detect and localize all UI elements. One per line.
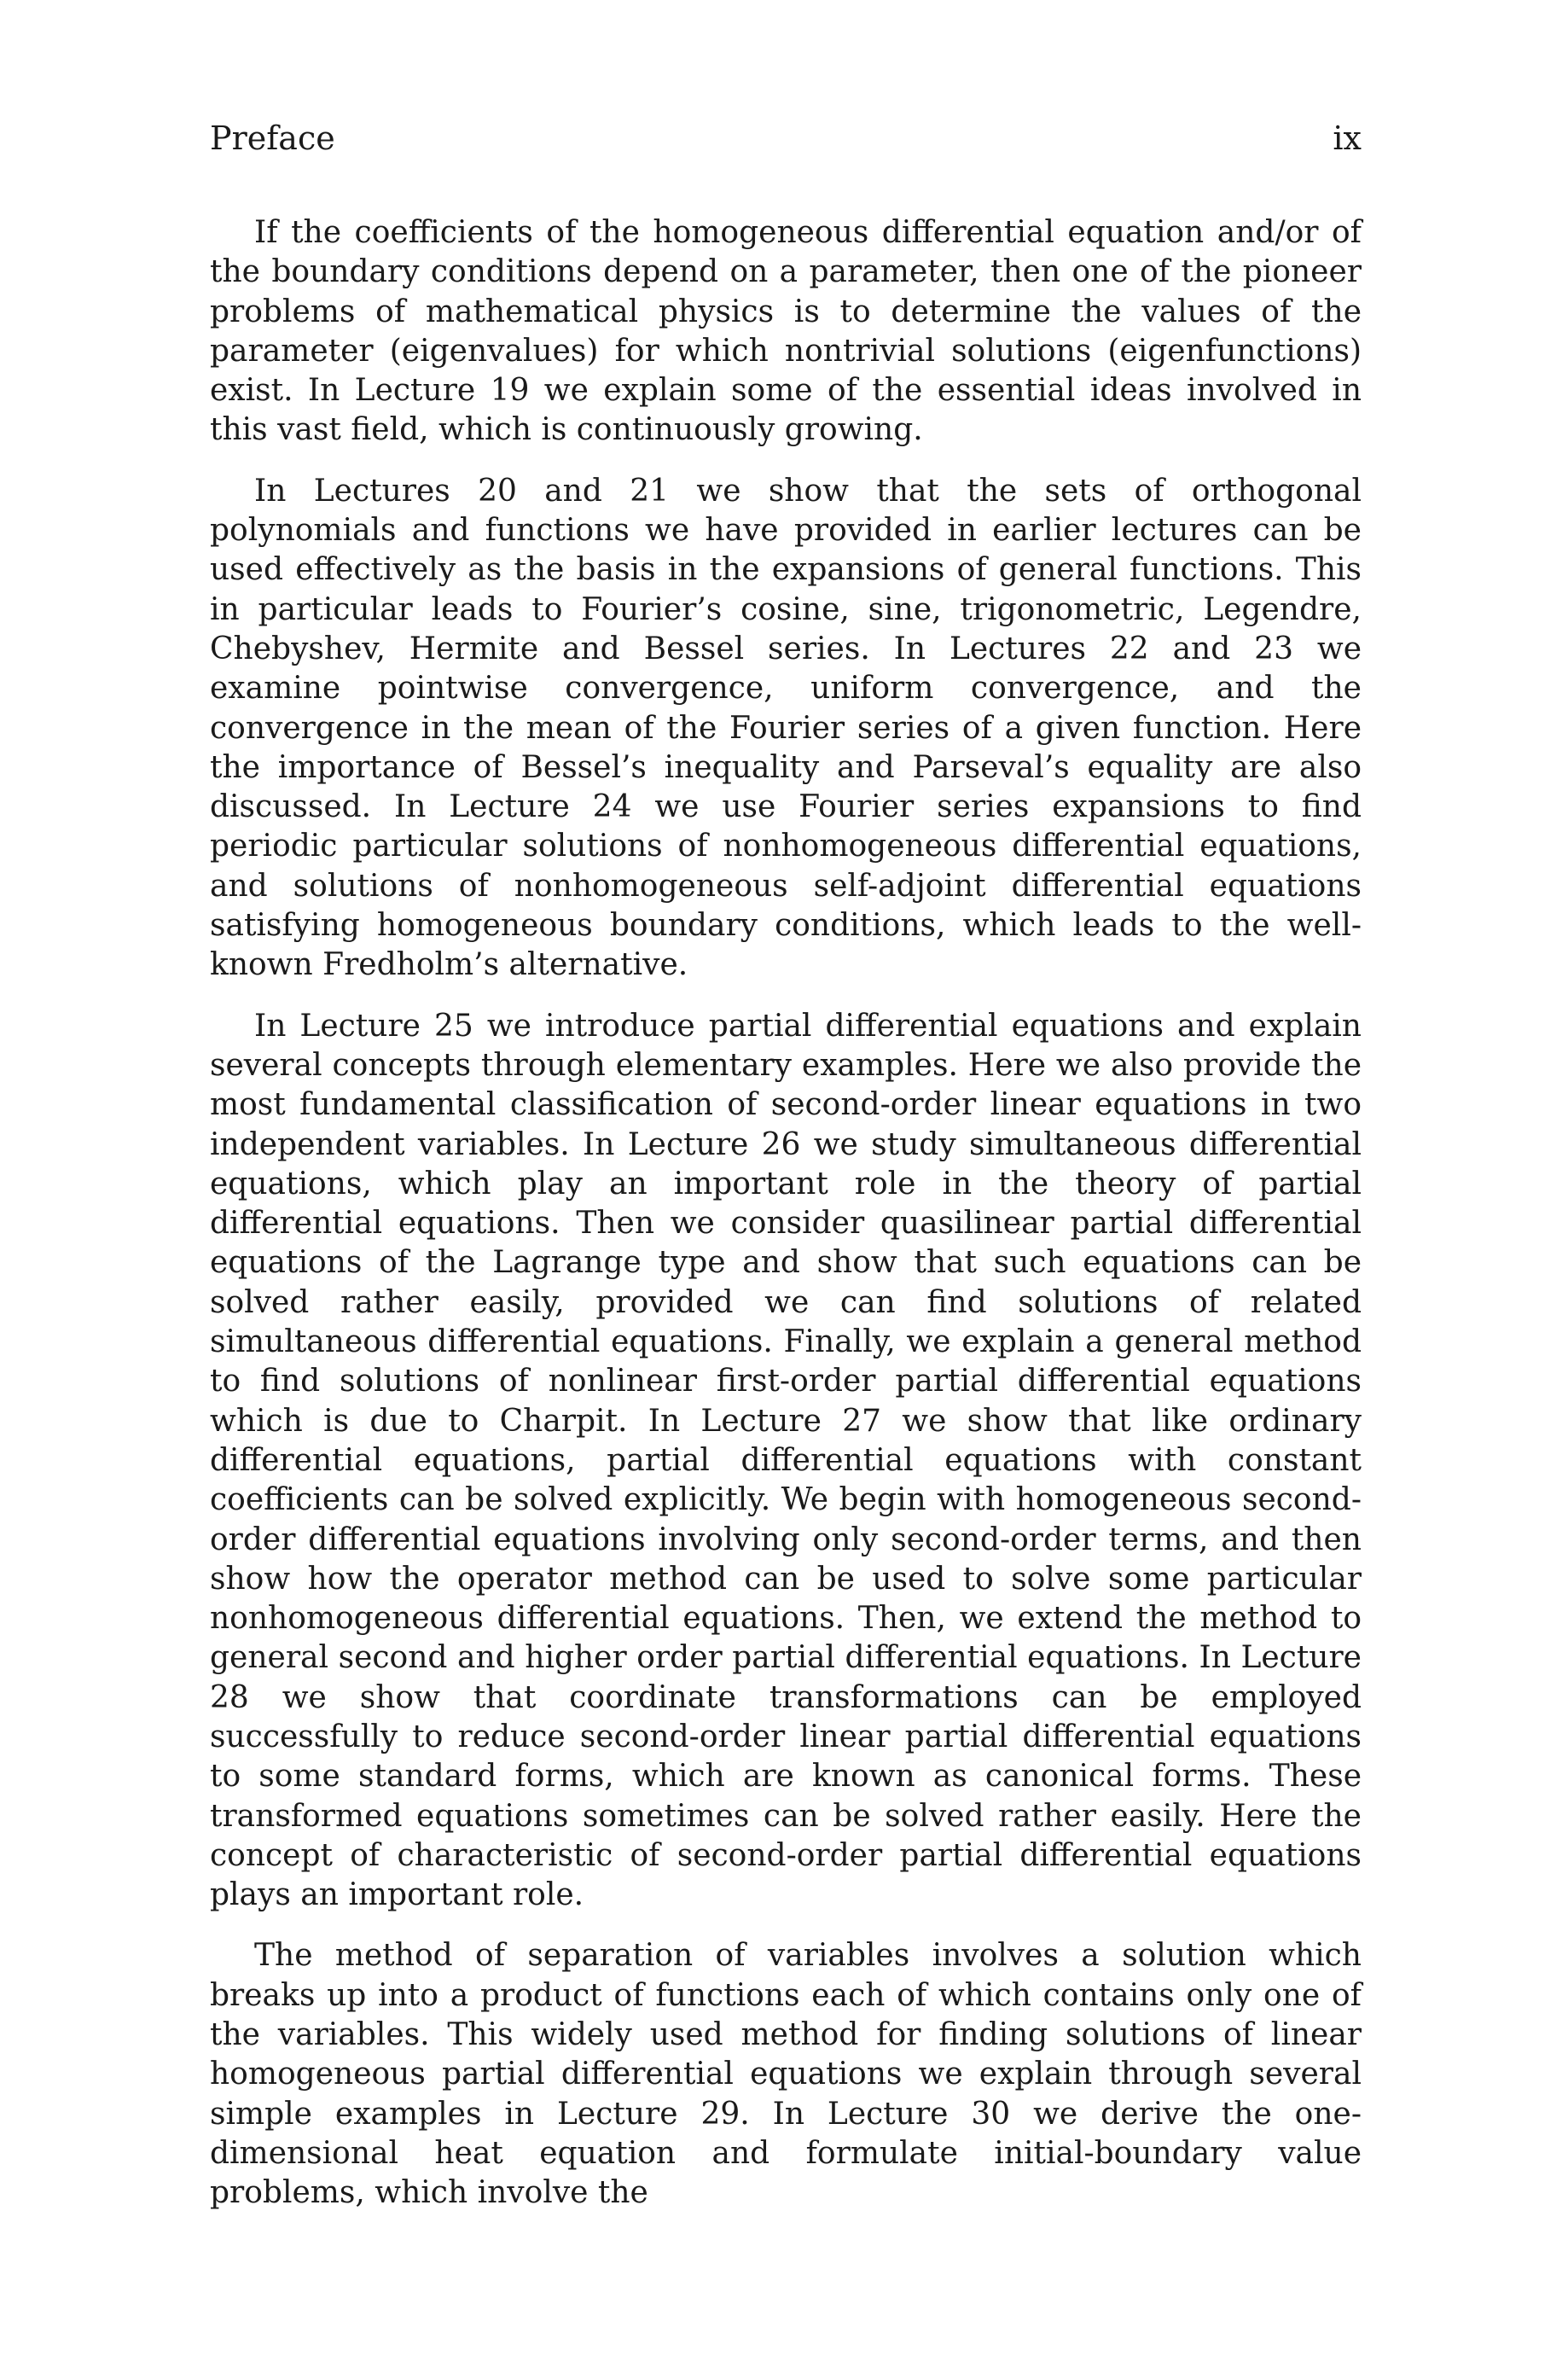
paragraph-fourier-series: In Lectures 20 and 21 we show that the sets of orthogonal polynomials and functions we have provided in earlier lectures can be used effectively as the basis in the expansions of general functions. This in particular leads to Fourier’s cosine, sine, trigonometric, Legendre, Chebyshev, Hermite and Bessel series. In Lectures 22 and 23 we examine pointwise convergence, uniform convergence, and the convergence in the mean of the Fourier series of a given function. Here the importance of Bessel’s inequality and Parseval’s equality are also discussed. In Lecture 24 we use Fourier series expansions to find periodic particular solutions of nonhomogeneous differential equations, and solutions of nonhomogeneous self-adjoint differential equations satisfying homogeneous boundary conditions, which leads to the well-known Fredholm’s alternative. [210,473,1362,983]
body-text [210,213,1362,2235]
page-number: ix [1333,119,1362,157]
running-head [210,113,1362,164]
section-title: Preface [210,119,335,157]
paragraph-eigenvalues: If the coefficients of the homogeneous differential equation and/or of the boundary conditions depend on a parameter, then one of the pioneer problems of mathematical physics is to determine the values of the parameter (eigenvalues) for which nontrivial solutions (eigenfunctions) exist. In Lecture 19 we explain some of the essential ideas involved in this vast field, which is continuously growing. [210,215,1362,448]
paragraph-separation-of-variables: The method of separation of variables involves a solution which breaks up into a product of functions each of which contains only one of the variables. This widely used method for finding solutions of linear homogeneous partial differential equations we explain through several simple examples in Lecture 29. In Lecture 30 we derive the one-dimensional heat equation and formulate initial-boundary value problems, which involve the [210,1938,1362,2211]
paragraph-partial-differential-equations: In Lecture 25 we introduce partial differential equations and explain several concepts through elementary examples. Here we also provide the most fundamental classification of second-order linear equations in two independent variables. In Lecture 26 we study simultaneous differential equations, which play an important role in the theory of partial differential equations. Then we consider quasilinear partial differential equations of the Lagrange type and show that such equations can be solved rather easily, provided we can find solutions of related simultaneous differential equations. Finally, we explain a general method to find solutions of nonlinear first-order partial differential equations which is due to Charpit. In Lecture 27 we show that like ordinary differential equations, partial differential equations with constant coefficients can be solved explicitly. We begin with homogeneous second-order differential equations involving only second-order terms, and then show how the operator method can be used to solve some particular nonhomogeneous differential equations. Then, we extend the method to general second and higher order partial differential equations. In Lecture 28 we show that coordinate transformations can be employed successfully to reduce second-order linear partial differential equations to some standard forms, which are known as canonical forms. These transformed equations sometimes can be solved rather easily. Here the concept of characteristic of second-order partial differential equations plays an important role. [210,1008,1362,1913]
